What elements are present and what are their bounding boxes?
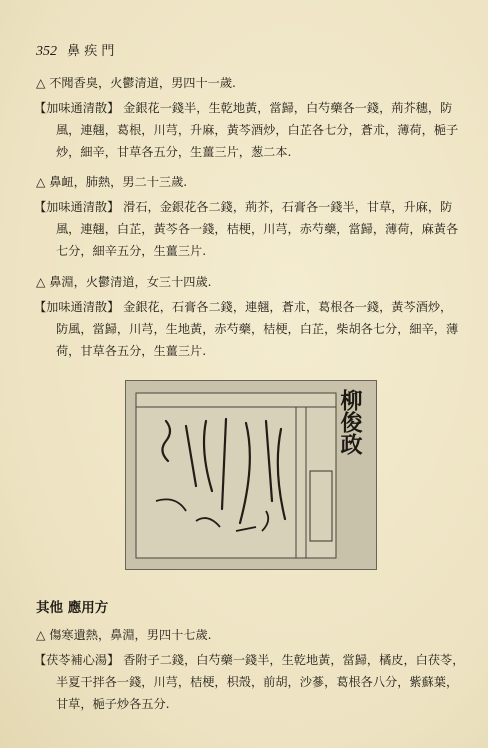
prescription-line: 防風，當歸，川芎，生地黃，赤芍藥，桔梗，白芷，柴胡各七分，細辛，薄 (56, 322, 459, 336)
prescription-line: 【茯苓補心湯】 香附子二錢，白芍藥一錢半，生乾地黃，當歸，橘皮，白茯苓， (34, 653, 465, 667)
prescription-line: 荷，甘草各五分，生薑三片. (56, 344, 207, 358)
prescription-line: 風，連翹，白芷，黃芩各一錢，桔梗，川芎，赤芍藥，當歸，薄荷，麻黃各 (56, 222, 459, 236)
prescription-line: 風，連翹，葛根，川芎，升麻，黃芩酒炒，白芷各七分，蒼朮，薄荷，梔子 (56, 123, 459, 137)
page-header (36, 40, 114, 60)
page-number: 352 (36, 44, 57, 59)
prescription-line: 【加味通清散】 金銀花，石膏各二錢，連翹，蒼朮，葛根各一錢，黃芩酒炒， (34, 300, 453, 314)
prescription-line: 甘草，梔子炒各五分. (56, 697, 170, 711)
prescription-line: 炒，細辛，甘草各五分，生薑三片，葱二本. (56, 145, 292, 159)
prescription-line: 【加味通清散】 金銀花一錢半，生乾地黃，當歸，白芍藥各一錢，荊芥穗，防 (34, 101, 453, 115)
section-title: 其他 應用方 (36, 600, 109, 616)
handwritten-seal-text: 柳俊政 (337, 389, 363, 455)
case-title: △ 鼻淵，火鬱清道，女三十四歲. (36, 275, 212, 289)
prescription-line: 七分，細辛五分，生薑三片. (56, 244, 207, 258)
prescription-line: 【加味通清散】 滑石，金銀花各二錢，荊芥，石膏各一錢半，甘草，升麻，防 (34, 200, 453, 214)
case-title: △ 不聞香臭，火鬱清道，男四十一歲. (36, 76, 236, 90)
prescription-line: 半夏干拌各一錢，川芎，桔梗，枳殼，前胡，沙蔘，葛根各八分，紫蘇葉， (56, 675, 459, 689)
chapter-title: 鼻 疾 門 (67, 44, 115, 59)
case-title: △ 傷寒遺熱，鼻淵，男四十七歲. (36, 628, 212, 642)
case-title: △ 鼻衄，肺熱，男二十三歲. (36, 175, 188, 189)
prescription-photo (125, 380, 377, 570)
